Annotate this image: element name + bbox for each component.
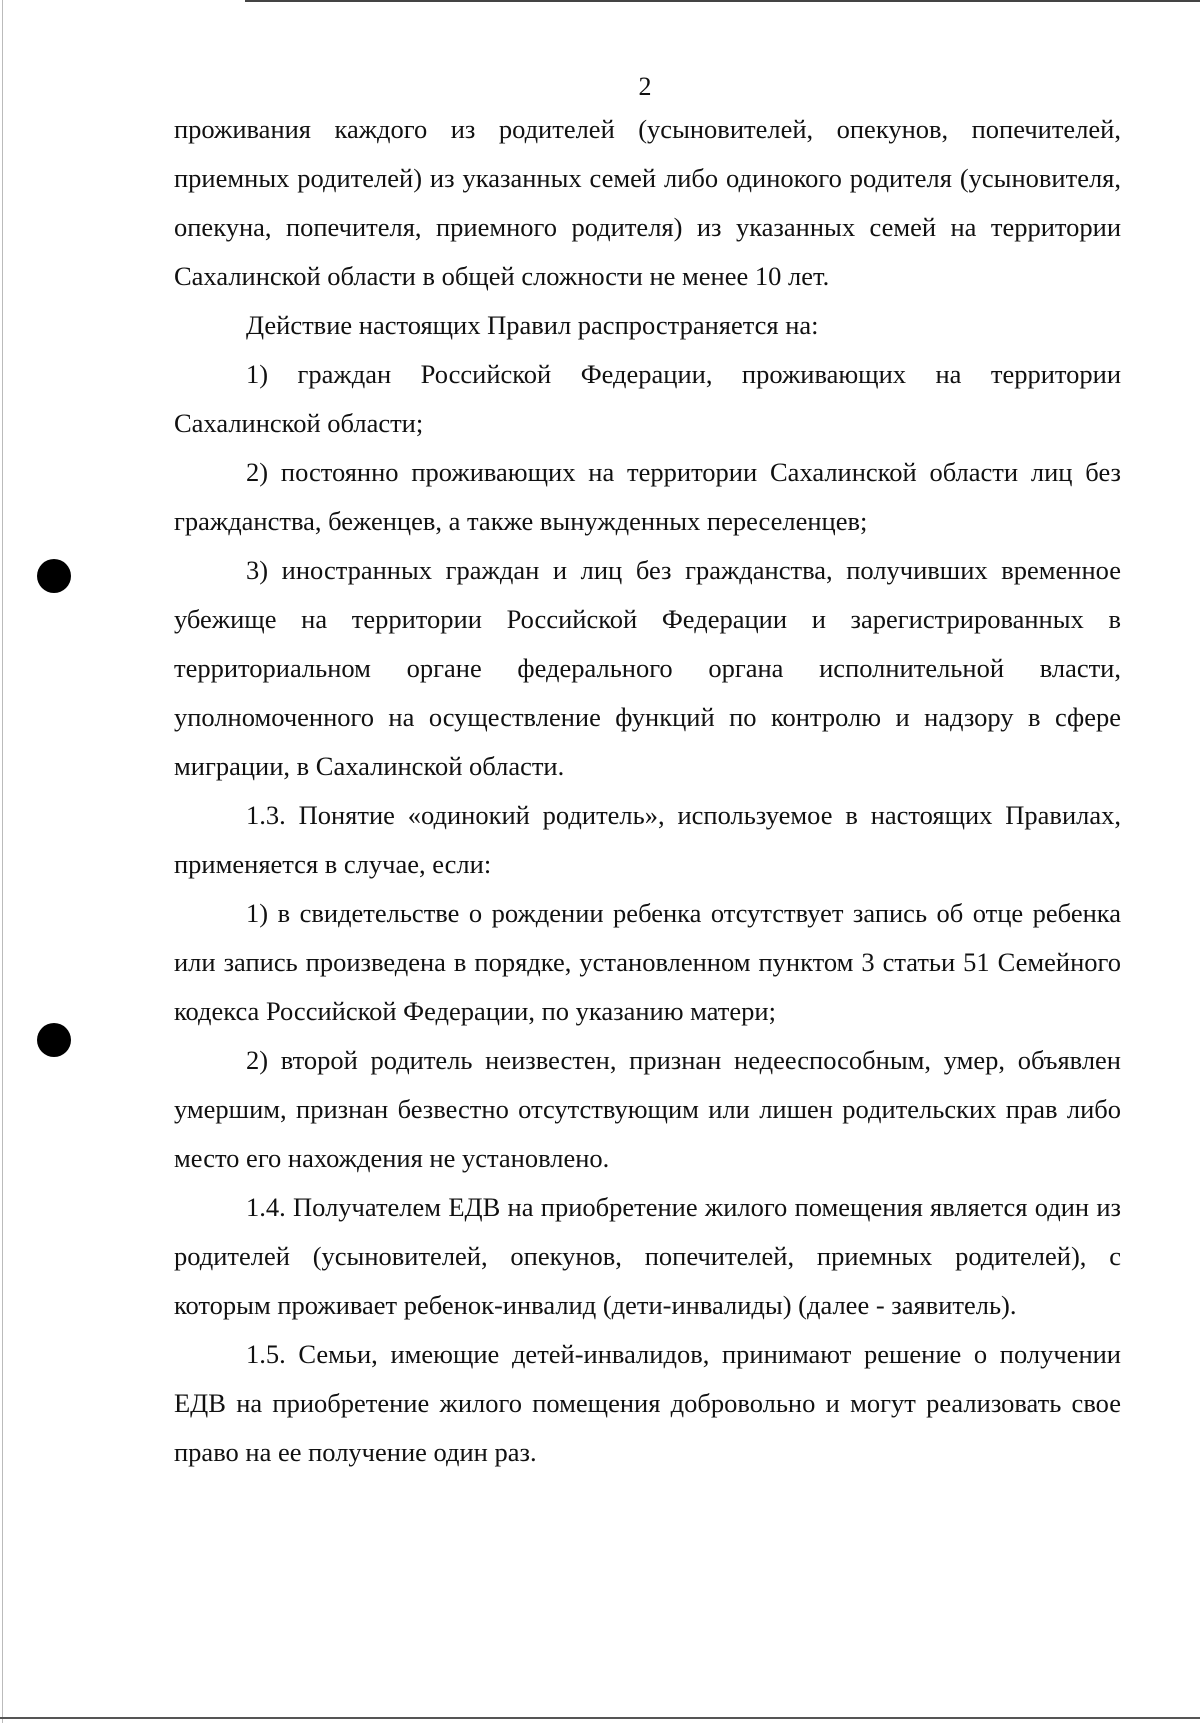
paragraph-scope-intro: Действие настоящих Правил распространяется на:	[246, 310, 819, 340]
paragraph-section-1-3-item-2: 2) второй родитель неизвестен, признан недееспособным, умер, объявлен умершим, признан безвестно отсутствующим или лишен родительских прав либо место его нахождения не установлено.	[174, 1045, 1121, 1173]
paragraph-section-1-3: 1.3. Понятие «одинокий родитель», используемое в настоящих Правилах, применяется в случае, если:	[174, 800, 1121, 879]
paragraph-section-1-5: 1.5. Семьи, имеющие детей-инвалидов, принимают решение о получении ЕДВ на приобретение жилого помещения добровольно и могут реализовать свое право на ее получение один раз.	[174, 1339, 1121, 1467]
paragraph-scope-item-2: 2) постоянно проживающих на территории Сахалинской области лиц без гражданства, беженцев, а также вынужденных переселенцев;	[174, 457, 1121, 536]
scan-edge-top	[245, 0, 1200, 2]
punch-hole-lower	[37, 1023, 71, 1057]
paragraph-scope-item-3: 3) иностранных граждан и лиц без гражданства, получивших временное убежище на территории Российской Федерации и зарегистрированных в территориальном органе федерального органа исполнительной власти, уполномоченного на осуществление функций по контролю и надзору в сфере миграции, в Сахалинской области.	[174, 555, 1121, 781]
scan-edge-bottom	[0, 1717, 1200, 1719]
scan-edge-left	[2, 0, 3, 1723]
paragraph-scope-item-1: 1) граждан Российской Федерации, проживающих на территории Сахалинской области;	[174, 359, 1121, 438]
page-number: 2	[638, 72, 652, 101]
paragraph-section-1-3-item-1: 1) в свидетельстве о рождении ребенка отсутствует запись об отце ребенка или запись произведена в порядке, установленном пунктом 3 статьи 51 Семейного кодекса Российской Федерации, по указанию матери;	[174, 898, 1121, 1026]
punch-hole-upper	[37, 559, 71, 593]
document-body	[174, 105, 1121, 1477]
paragraph-section-1-4: 1.4. Получателем ЕДВ на приобретение жилого помещения является один из родителей (усыновителей, опекунов, попечителей, приемных родителей), с которым проживает ребенок-инвалид (дети-инвалиды) (далее - заявитель).	[174, 1192, 1121, 1320]
paragraph-residence-continuation: проживания каждого из родителей (усыновителей, опекунов, попечителей, приемных родителей) из указанных семей либо одинокого родителя (усыновителя, опекуна, попечителя, приемного родителя) из указанных семей на территории Сахалинской области в общей сложности не менее 10 лет.	[174, 114, 1121, 291]
